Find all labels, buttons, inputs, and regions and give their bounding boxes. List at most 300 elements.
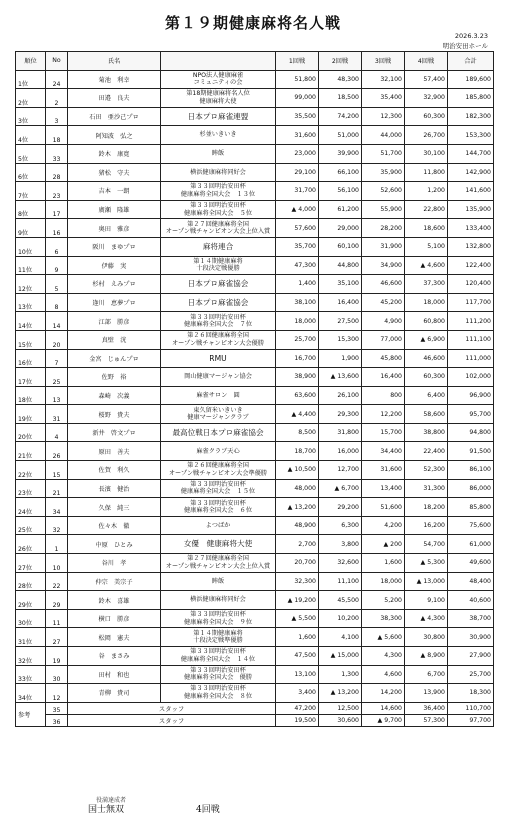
rank-cell: 34位: [16, 684, 46, 703]
table-row: [16, 256, 494, 275]
round-score-cell: 29,100: [276, 163, 319, 182]
total-score-cell: 30,900: [448, 628, 494, 647]
table-row: [16, 572, 494, 591]
round-score-cell: 31,600: [276, 126, 319, 145]
affiliation-line: 第３３回明治安田杯: [190, 611, 246, 619]
affiliation-line: 眸飯: [211, 150, 225, 158]
table-row: [16, 665, 494, 684]
player-name-cell: [68, 647, 161, 666]
rank-cell: 4位: [16, 126, 46, 145]
player-name-cell: [68, 219, 161, 238]
reference-row: [16, 714, 494, 726]
round-score-cell: 29,000: [319, 219, 362, 238]
total-score-cell: 132,800: [448, 237, 494, 256]
event-date: 2026.3.23: [454, 32, 488, 40]
number-cell: 22: [46, 572, 68, 591]
round-score-cell: 60,300: [405, 107, 448, 126]
player-name-cell: [68, 684, 161, 703]
number-cell: 29: [46, 591, 68, 610]
round-score-cell: 38,900: [276, 368, 319, 387]
rank-cell: 10位: [16, 237, 46, 256]
round-score-cell: 66,100: [319, 163, 362, 182]
round-score-cell: 39,900: [319, 144, 362, 163]
player-name-cell: [68, 535, 161, 554]
rank-cell: 24位: [16, 498, 46, 517]
total-score-cell: 75,600: [448, 516, 494, 535]
affiliation-line: 最高位戦日本プロ麻雀協会: [172, 427, 264, 437]
player-name-cell: [68, 368, 161, 387]
round-score-cell: ▲ 5,600: [362, 628, 405, 647]
round-score-cell: 77,000: [362, 330, 405, 349]
round-score-cell: ▲ 13,600: [319, 368, 362, 387]
player-name-cell: [68, 554, 161, 573]
round-score-cell: 14,600: [362, 702, 405, 714]
round-score-cell: ▲ 6,900: [405, 330, 448, 349]
affiliation-cell: [161, 498, 276, 517]
affiliation-cell: [161, 423, 276, 442]
player-name-cell: [68, 237, 161, 256]
round-score-cell: 35,400: [362, 89, 405, 108]
affiliation-line: 健康麻将全国大会 １４位: [180, 655, 256, 663]
affiliation-line: オープン戦チャンピオン大会上位入賞: [165, 228, 271, 236]
player-name: 原田 善夫: [98, 448, 130, 456]
round-score-cell: 46,600: [405, 349, 448, 368]
player-name-cell: [68, 609, 161, 628]
round-score-cell: ▲ 4,400: [276, 405, 319, 424]
affiliation-cell: [161, 70, 276, 89]
round-score-cell: 57,600: [276, 219, 319, 238]
rank-cell: 21位: [16, 442, 46, 461]
rank-cell: 26位: [16, 535, 46, 554]
player-name: 長濱 健治: [98, 485, 130, 493]
affiliation-cell: [161, 312, 276, 331]
round-score-cell: 45,500: [319, 591, 362, 610]
affiliation-cell: [161, 89, 276, 108]
rank-cell: 30位: [16, 609, 46, 628]
affiliation-cell: [161, 237, 276, 256]
table-row: [16, 312, 494, 331]
number-cell: 28: [46, 163, 68, 182]
round-score-cell: 5,200: [362, 591, 405, 610]
round-score-cell: 38,800: [405, 423, 448, 442]
round-score-cell: ▲ 6,700: [319, 479, 362, 498]
total-score-cell: 95,700: [448, 405, 494, 424]
affiliation-line: 第２７回健康麻将全国: [187, 220, 249, 228]
player-name-cell: [68, 349, 161, 368]
affiliation-line: 第３３回明治安田杯: [190, 499, 246, 507]
affiliation-cell: [161, 293, 276, 312]
affiliation-line: 第３３回明治安田杯: [190, 202, 246, 210]
table-row: [16, 349, 494, 368]
number-cell: 11: [46, 609, 68, 628]
affiliation-line: 健康麻将全国大会 ７位: [183, 321, 253, 329]
round-score-cell: 1,200: [405, 182, 448, 201]
round-score-cell: 61,200: [319, 200, 362, 219]
total-score-cell: 117,700: [448, 293, 494, 312]
total-score-cell: 111,000: [448, 349, 494, 368]
number-cell: 4: [46, 423, 68, 442]
round-score-cell: 57,300: [405, 714, 448, 726]
total-score-cell: 182,300: [448, 107, 494, 126]
number-cell: 14: [46, 312, 68, 331]
affiliation-line: オープン戦チャンピオン大会優勝: [171, 339, 265, 347]
rank-cell: 19位: [16, 405, 46, 424]
player-name: 伊藤 実: [101, 262, 127, 270]
total-score-cell: 111,100: [448, 330, 494, 349]
player-name-cell: [68, 89, 161, 108]
player-name: 谷 まさみ: [98, 653, 130, 661]
rank-cell: 29位: [16, 591, 46, 610]
round-score-cell: 18,000: [405, 293, 448, 312]
affiliation-cell: [161, 368, 276, 387]
table-row: [16, 275, 494, 294]
player-name: 桜野 貴夫: [98, 411, 130, 419]
affiliation-cell: [161, 479, 276, 498]
round-score-cell: 29,300: [319, 405, 362, 424]
number-cell: 10: [46, 554, 68, 573]
round-score-cell: 14,200: [362, 684, 405, 703]
affiliation-cell: [161, 442, 276, 461]
table-row: [16, 293, 494, 312]
page-title: 第１９期健康麻将名人戦: [164, 14, 341, 32]
player-name-cell: [68, 182, 161, 201]
table-row: [16, 461, 494, 480]
footer-yakuman-label: 役満達成者: [96, 797, 127, 804]
total-score-cell: 61,000: [448, 535, 494, 554]
round-score-cell: 48,300: [319, 70, 362, 89]
round-score-cell: ▲ 13,200: [319, 684, 362, 703]
player-name-cell: [68, 516, 161, 535]
table-row: [16, 423, 494, 442]
affiliation-line: 健康麻将全国大会 ６位: [183, 507, 253, 515]
round-score-cell: 13,400: [362, 479, 405, 498]
rank-cell: 17位: [16, 368, 46, 387]
affiliation-cell: [161, 516, 276, 535]
player-name: 中原 ひとみ: [95, 541, 133, 549]
round-score-cell: 15,700: [362, 423, 405, 442]
total-score-cell: 144,700: [448, 144, 494, 163]
affiliation-line: 十段決定戦優勝: [196, 265, 240, 273]
round-score-cell: 22,400: [405, 442, 448, 461]
player-name-cell: [68, 665, 161, 684]
affiliation-cell: [161, 591, 276, 610]
reference-row: [16, 702, 494, 714]
round-score-cell: 11,800: [405, 163, 448, 182]
header-round1: 1回戦: [276, 52, 319, 71]
round-score-cell: ▲ 13,000: [405, 572, 448, 591]
round-score-cell: 46,600: [362, 275, 405, 294]
header-round4: 4回戦: [405, 52, 448, 71]
player-name: 谷川 孝: [101, 560, 127, 568]
number-cell: 26: [46, 442, 68, 461]
total-score-cell: 48,400: [448, 572, 494, 591]
total-score-cell: 49,600: [448, 554, 494, 573]
round-score-cell: 6,400: [405, 386, 448, 405]
player-name-cell: スタッフ: [68, 702, 276, 714]
table-row: [16, 479, 494, 498]
player-name: 森崎 次義: [98, 392, 130, 400]
affiliation-line: 健康麻将全国大会 １５位: [180, 488, 256, 496]
round-score-cell: 19,500: [276, 714, 319, 726]
player-name: 田村 和也: [98, 671, 130, 679]
affiliation-line: 第３３回明治安田杯: [190, 648, 246, 656]
rank-cell: 7位: [16, 182, 46, 201]
total-score-cell: 86,100: [448, 461, 494, 480]
round-score-cell: 35,500: [276, 107, 319, 126]
round-score-cell: 12,300: [362, 107, 405, 126]
round-score-cell: 28,200: [362, 219, 405, 238]
round-score-cell: 18,000: [276, 312, 319, 331]
round-score-cell: 60,800: [405, 312, 448, 331]
player-name-cell: [68, 107, 161, 126]
total-score-cell: 142,900: [448, 163, 494, 182]
affiliation-line: 横浜健康麻将同好会: [190, 596, 246, 604]
round-score-cell: 30,100: [405, 144, 448, 163]
player-name-cell: [68, 256, 161, 275]
number-cell: 13: [46, 386, 68, 405]
player-name-cell: [68, 312, 161, 331]
rank-cell: 12位: [16, 275, 46, 294]
affiliation-cell: [161, 405, 276, 424]
total-score-cell: 85,800: [448, 498, 494, 517]
affiliation-cell: [161, 330, 276, 349]
round-score-cell: ▲ 15,000: [319, 647, 362, 666]
table-row: [16, 144, 494, 163]
affiliation-cell: [161, 200, 276, 219]
affiliation-cell: [161, 609, 276, 628]
round-score-cell: 99,000: [276, 89, 319, 108]
round-score-cell: 31,700: [276, 182, 319, 201]
round-score-cell: 800: [362, 386, 405, 405]
round-score-cell: 35,700: [276, 237, 319, 256]
round-score-cell: 31,900: [362, 237, 405, 256]
affiliation-line: 日本プロ麻雀連盟: [187, 111, 249, 121]
round-score-cell: 9,100: [405, 591, 448, 610]
round-score-cell: 47,500: [276, 647, 319, 666]
round-score-cell: 16,400: [362, 368, 405, 387]
round-score-cell: 29,200: [319, 498, 362, 517]
affiliation-cell: [161, 182, 276, 201]
table-row: [16, 609, 494, 628]
table-row: [16, 89, 494, 108]
table-row: [16, 591, 494, 610]
affiliation-line: 第３３回明治安田杯: [190, 183, 246, 191]
round-score-cell: 26,100: [319, 386, 362, 405]
round-score-cell: 3,800: [319, 535, 362, 554]
round-score-cell: ▲ 4,300: [405, 609, 448, 628]
table-row: [16, 498, 494, 517]
round-score-cell: 20,700: [276, 554, 319, 573]
table-row: [16, 219, 494, 238]
number-cell: 33: [46, 144, 68, 163]
player-name: 松岡 憲夫: [98, 634, 130, 642]
round-score-cell: 60,300: [405, 368, 448, 387]
total-score-cell: 110,700: [448, 702, 494, 714]
player-name-cell: [68, 628, 161, 647]
footer-yakuman-name: 国士無双: [88, 805, 125, 815]
footer-yakuman-round: 4回戦: [196, 805, 220, 815]
affiliation-cell: [161, 163, 276, 182]
rank-cell: 32位: [16, 647, 46, 666]
round-score-cell: 16,400: [319, 293, 362, 312]
table-row: [16, 126, 494, 145]
rank-cell: 11位: [16, 256, 46, 275]
affiliation-line: 第３３回明治安田杯: [190, 685, 246, 693]
rank-cell: 5位: [16, 144, 46, 163]
rank-cell: 31位: [16, 628, 46, 647]
number-cell: 30: [46, 665, 68, 684]
round-score-cell: 18,700: [276, 442, 319, 461]
affiliation-line: 麻雀サロン 圓: [196, 391, 240, 399]
round-score-cell: 13,900: [405, 684, 448, 703]
table-row: [16, 628, 494, 647]
table-row: [16, 405, 494, 424]
player-name-cell: [68, 330, 161, 349]
round-score-cell: ▲ 5,300: [405, 554, 448, 573]
rank-cell: 27位: [16, 554, 46, 573]
player-name-cell: [68, 293, 161, 312]
round-score-cell: ▲ 10,500: [276, 461, 319, 480]
total-score-cell: 86,000: [448, 479, 494, 498]
round-score-cell: ▲ 200: [362, 535, 405, 554]
affiliation-line: 第３３回明治安田杯: [190, 666, 246, 674]
player-name-cell: [68, 479, 161, 498]
round-score-cell: 51,600: [362, 498, 405, 517]
rank-cell: 25位: [16, 516, 46, 535]
total-score-cell: 25,700: [448, 665, 494, 684]
round-score-cell: 48,000: [276, 479, 319, 498]
round-score-cell: ▲ 13,200: [276, 498, 319, 517]
number-cell: 7: [46, 349, 68, 368]
rank-cell: 23位: [16, 479, 46, 498]
player-name: 逢川 恵夢プロ: [92, 300, 136, 308]
affiliation-line: 健康麻将大使: [199, 97, 237, 105]
affiliation-cell: [161, 144, 276, 163]
table-row: [16, 107, 494, 126]
table-row: [16, 182, 494, 201]
number-cell: 31: [46, 405, 68, 424]
affiliation-line: RMU: [209, 353, 227, 363]
affiliation-line: 十段決定戦準優勝: [193, 637, 243, 645]
round-score-cell: 3,400: [276, 684, 319, 703]
table-row: [16, 200, 494, 219]
player-name-cell: [68, 126, 161, 145]
total-score-cell: 135,900: [448, 200, 494, 219]
table-row: [16, 237, 494, 256]
total-score-cell: 18,300: [448, 684, 494, 703]
total-score-cell: 189,600: [448, 70, 494, 89]
total-score-cell: 96,900: [448, 386, 494, 405]
rank-cell: 3位: [16, 107, 46, 126]
player-name: 奥田 雅彦: [98, 225, 130, 233]
round-score-cell: ▲ 9,700: [362, 714, 405, 726]
rank-cell: 8位: [16, 200, 46, 219]
number-cell: 19: [46, 647, 68, 666]
round-score-cell: 4,100: [319, 628, 362, 647]
round-score-cell: ▲ 4,000: [276, 200, 319, 219]
round-score-cell: 4,900: [362, 312, 405, 331]
affiliation-cell: [161, 126, 276, 145]
round-score-cell: 18,200: [405, 498, 448, 517]
player-name: 吉本 一朗: [98, 188, 130, 196]
total-score-cell: 133,400: [448, 219, 494, 238]
round-score-cell: 56,100: [319, 182, 362, 201]
table-row: [16, 684, 494, 703]
number-cell: 34: [46, 498, 68, 517]
player-name-cell: [68, 591, 161, 610]
affiliation-line: NPO法人健康麻雀: [192, 71, 244, 79]
round-score-cell: 27,500: [319, 312, 362, 331]
header-row: [16, 52, 494, 71]
round-score-cell: 63,600: [276, 386, 319, 405]
rank-cell: 18位: [16, 386, 46, 405]
header-affiliation: [161, 52, 276, 71]
round-score-cell: 13,100: [276, 665, 319, 684]
player-name: 江部 勝彦: [98, 318, 130, 326]
number-cell: 32: [46, 516, 68, 535]
rank-cell: 13位: [16, 293, 46, 312]
number-cell: 15: [46, 461, 68, 480]
round-score-cell: 44,800: [319, 256, 362, 275]
round-score-cell: 32,900: [405, 89, 448, 108]
player-name: 阪川 まゆプロ: [92, 244, 136, 252]
table-row: [16, 330, 494, 349]
affiliation-line: 第２６回健康麻将全国: [187, 332, 249, 340]
results-table: [15, 51, 494, 727]
round-score-cell: 4,600: [362, 665, 405, 684]
table-row: [16, 647, 494, 666]
number-cell: 5: [46, 275, 68, 294]
player-name: 金宮 じゅんプロ: [89, 355, 139, 363]
round-score-cell: 5,100: [405, 237, 448, 256]
affiliation-cell: [161, 349, 276, 368]
affiliation-line: 健康麻将全国大会 ８位: [183, 692, 253, 700]
player-name: 佐野 裕: [101, 374, 127, 382]
results-body: [16, 70, 494, 726]
player-name: 阿知波 弘之: [95, 132, 133, 140]
affiliation-cell: [161, 461, 276, 480]
player-name-cell: スタッフ: [68, 714, 276, 726]
affiliation-line: よつばか: [205, 521, 231, 529]
round-score-cell: 34,400: [362, 442, 405, 461]
total-score-cell: 97,700: [448, 714, 494, 726]
round-score-cell: ▲ 19,200: [276, 591, 319, 610]
total-score-cell: 120,400: [448, 275, 494, 294]
number-cell: 16: [46, 219, 68, 238]
affiliation-line: 健康麻将全国大会 ９位: [183, 618, 253, 626]
round-score-cell: 1,300: [319, 665, 362, 684]
table-row: [16, 70, 494, 89]
round-score-cell: 4,200: [362, 516, 405, 535]
round-score-cell: 16,200: [405, 516, 448, 535]
number-cell: 17: [46, 200, 68, 219]
number-cell: 23: [46, 182, 68, 201]
round-score-cell: 34,900: [362, 256, 405, 275]
round-score-cell: 35,100: [319, 275, 362, 294]
round-score-cell: 1,600: [362, 554, 405, 573]
round-score-cell: 1,900: [319, 349, 362, 368]
table-row: [16, 386, 494, 405]
total-score-cell: 102,000: [448, 368, 494, 387]
total-score-cell: 94,800: [448, 423, 494, 442]
player-name-cell: [68, 386, 161, 405]
round-score-cell: 60,100: [319, 237, 362, 256]
rank-cell: 20位: [16, 423, 46, 442]
round-score-cell: 25,700: [276, 330, 319, 349]
round-score-cell: 44,000: [362, 126, 405, 145]
affiliation-line: 麻雀クラブ天心: [196, 447, 240, 455]
round-score-cell: 6,700: [405, 665, 448, 684]
